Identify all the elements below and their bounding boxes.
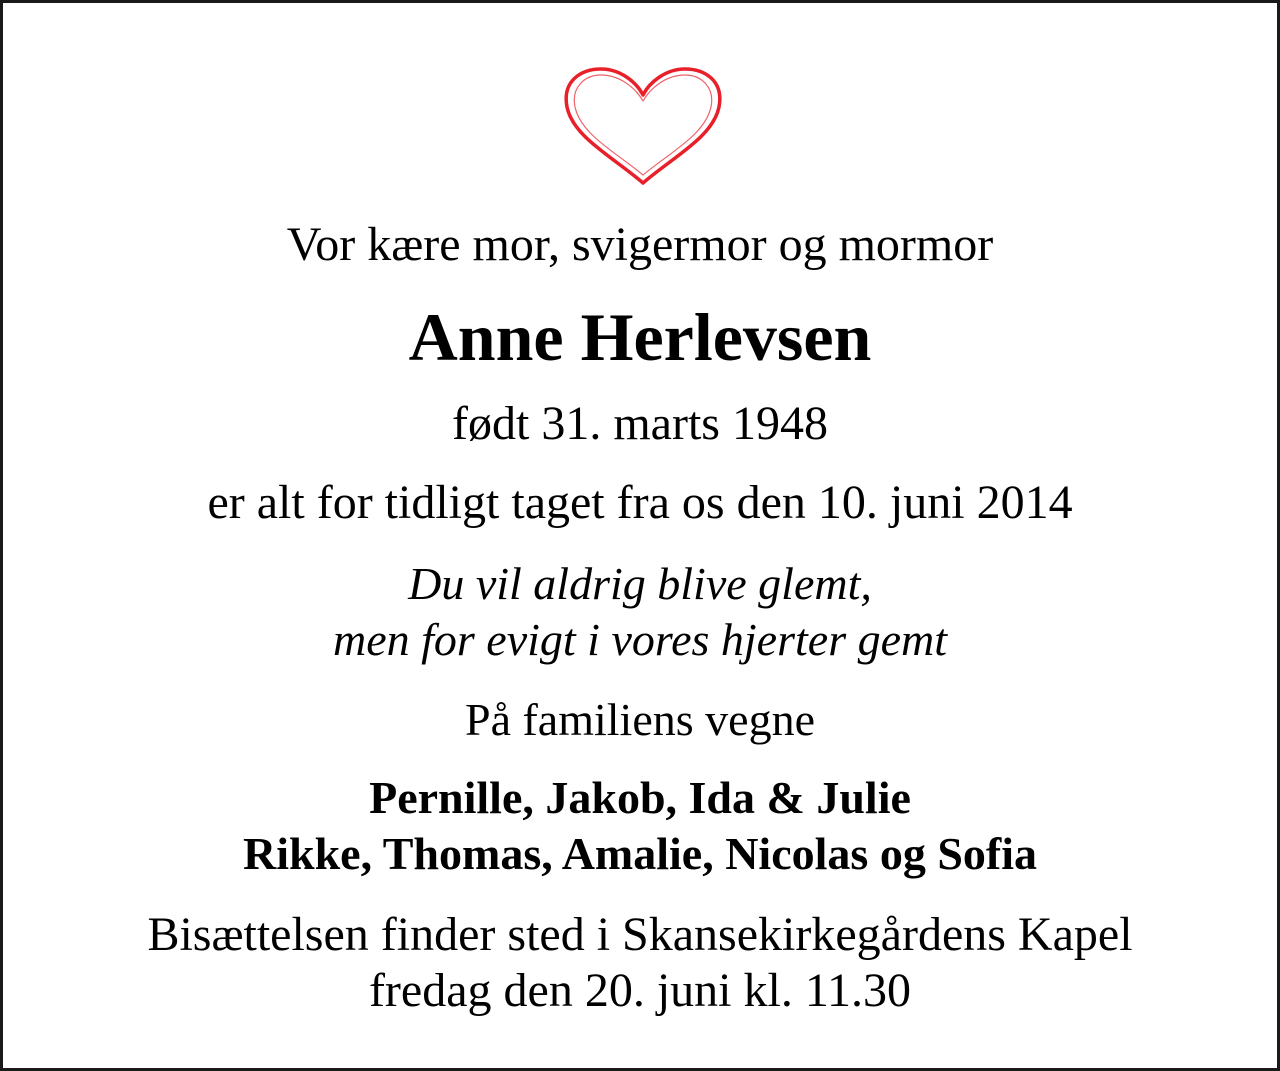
service-time: fredag den 20. juni kl. 11.30 bbox=[368, 964, 912, 1017]
birth-date: født 31. marts 1948 bbox=[452, 397, 828, 450]
verse-line-2: men for evigt i vores hjerter gemt bbox=[332, 614, 948, 665]
family-line-2: Rikke, Thomas, Amalie, Nicolas og Sofia bbox=[243, 828, 1037, 879]
intro-text: Vor kære mor, svigermor og mormor bbox=[286, 218, 994, 271]
heart-icon bbox=[559, 65, 727, 189]
heart-inner-stroke bbox=[574, 75, 711, 175]
on-behalf-text: På familiens vegne bbox=[464, 694, 815, 745]
death-date: er alt for tidligt taget fra os den 10. juni 2014 bbox=[207, 476, 1073, 529]
service-location: Bisættelsen finder sted i Skansekirkegårdens Kapel bbox=[147, 908, 1133, 961]
heart-outline bbox=[566, 69, 720, 183]
family-line-1: Pernille, Jakob, Ida & Julie bbox=[369, 772, 911, 823]
verse-line-1: Du vil aldrig blive glemt, bbox=[408, 558, 872, 609]
deceased-name: Anne Herlevsen bbox=[408, 299, 872, 375]
